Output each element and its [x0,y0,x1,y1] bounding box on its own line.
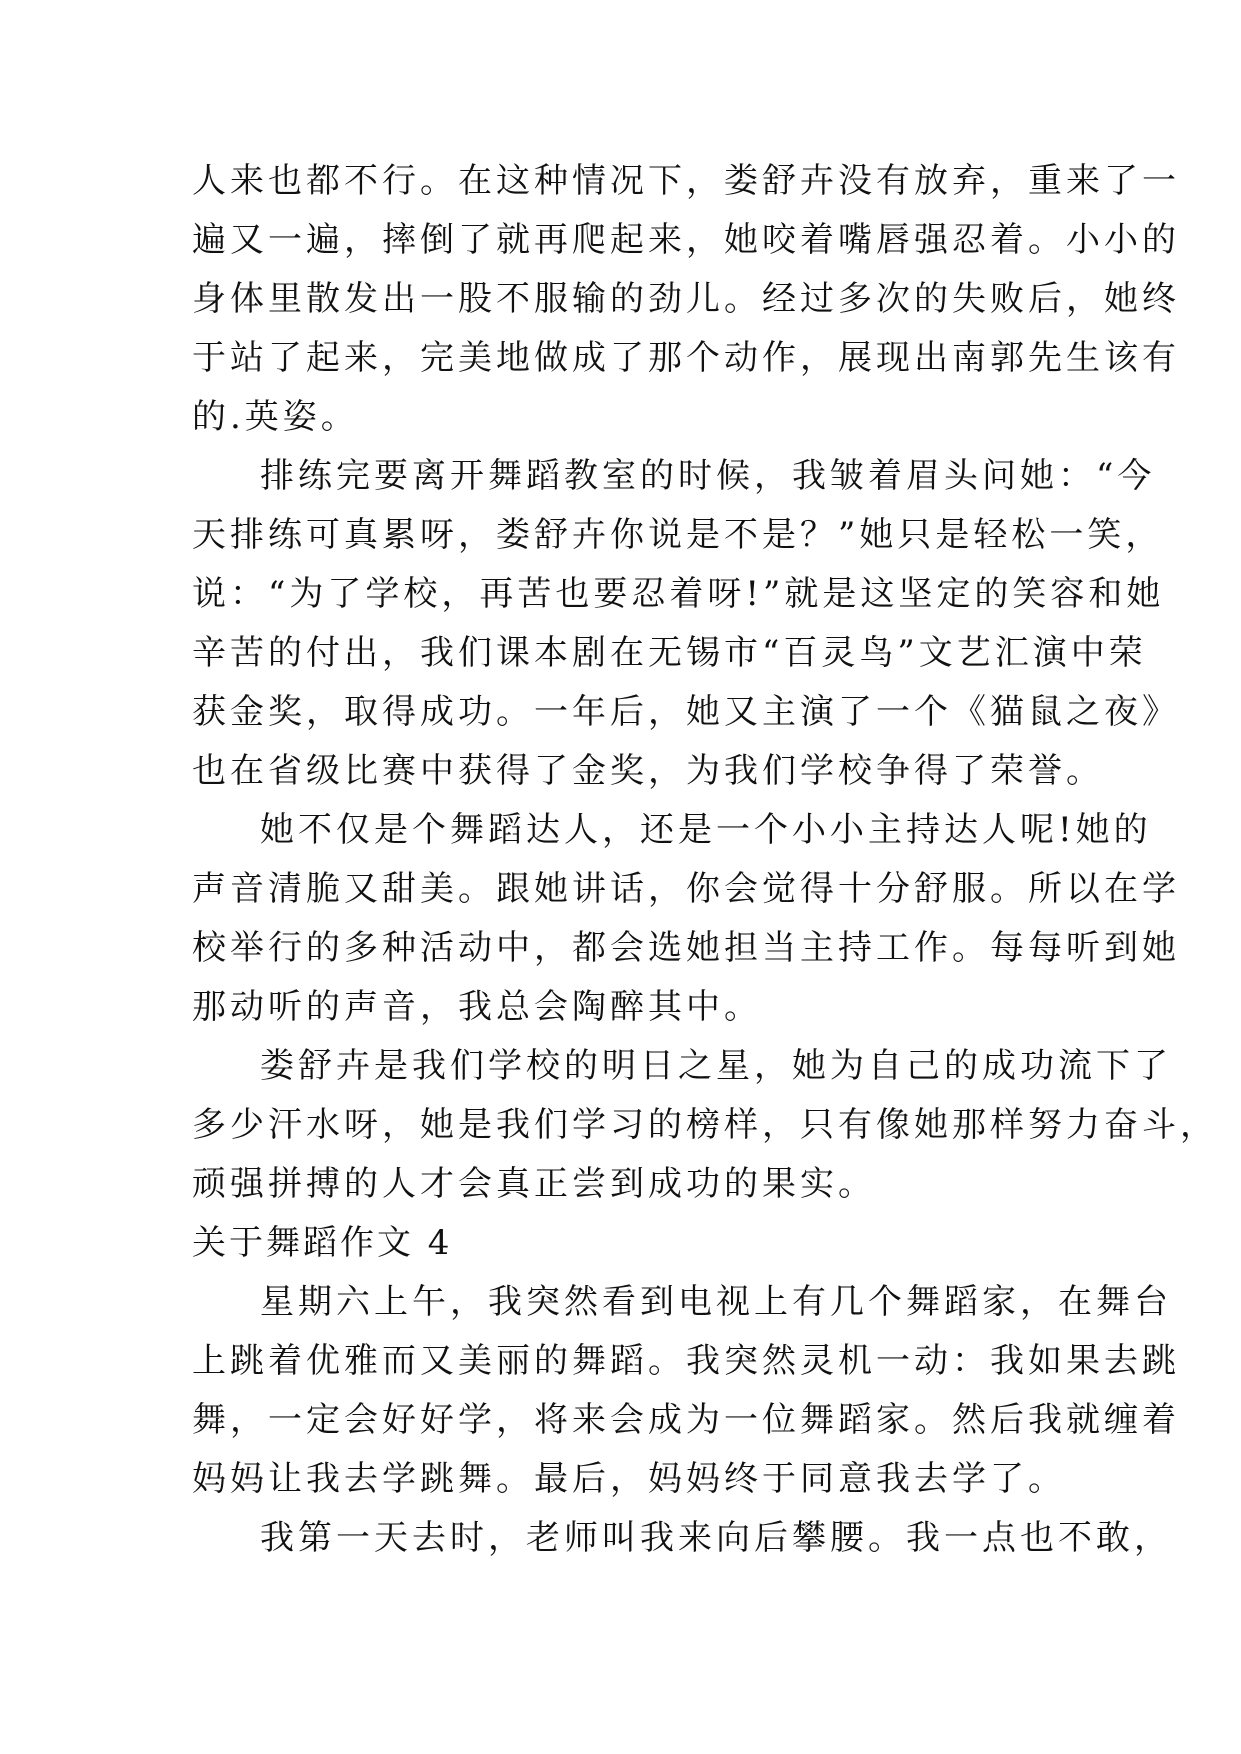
text-line: 妈妈让我去学跳舞。最后，妈妈终于同意我去学了。 [192,1459,1066,1499]
text-line: 说：“为了学校，再苦也要忍着呀!”就是这坚定的笑容和她 [192,574,1165,614]
text-line: 也在省级比赛中获得了金奖，为我们学校争得了荣誉。 [192,751,1104,791]
text-line: 舞，一定会好好学，将来会成为一位舞蹈家。然后我就缠着 [192,1400,1180,1440]
text-line: 遍又一遍，摔倒了就再爬起来，她咬着嘴唇强忍着。小小的 [192,220,1180,260]
text-line: 身体里散发出一股不服输的劲儿。经过多次的失败后，她终 [192,279,1180,319]
paragraph-start-line: 我第一天去时，老师叫我来向后攀腰。我一点也不敢， [260,1518,1172,1558]
text-line: 的.英姿。 [192,397,359,437]
text-line: 多少汗水呀，她是我们学习的榜样，只有像她那样努力奋斗， [192,1105,1218,1145]
text-line: 声音清脆又甜美。跟她讲话，你会觉得十分舒服。所以在学 [192,869,1180,909]
essay-body [192,152,1218,1568]
paragraph-start-line: 她不仅是个舞蹈达人，还是一个小小主持达人呢!她的 [260,810,1152,850]
text-line: 校举行的多种活动中，都会选她担当主持工作。每每听到她 [192,928,1180,968]
text-line: 辛苦的付出，我们课本剧在无锡市“百灵鸟”文艺汇演中荣 [192,633,1147,673]
text-line: 于站了起来，完美地做成了那个动作，展现出南郭先生该有 [192,338,1180,378]
section-heading: 关于舞蹈作文 4 [192,1223,453,1263]
text-line: 获金奖，取得成功。一年后，她又主演了一个《猫鼠之夜》 [192,692,1180,732]
text-line: 顽强拼搏的人才会真正尝到成功的果实。 [192,1164,876,1204]
text-line: 天排练可真累呀，娄舒卉你说是不是？”她只是轻松一笑， [192,515,1164,555]
paragraph-start-line: 星期六上午，我突然看到电视上有几个舞蹈家，在舞台 [260,1282,1172,1322]
text-line: 上跳着优雅而又美丽的舞蹈。我突然灵机一动：我如果去跳 [192,1341,1180,1381]
paragraph-start-line: 排练完要离开舞蹈教室的时候，我皱着眉头问她：“今 [260,456,1156,496]
paragraph-start-line: 娄舒卉是我们学校的明日之星，她为自己的成功流下了 [260,1046,1172,1086]
text-line: 那动听的声音，我总会陶醉其中。 [192,987,762,1027]
text-line: 人来也都不行。在这种情况下，娄舒卉没有放弃，重来了一 [192,161,1180,201]
